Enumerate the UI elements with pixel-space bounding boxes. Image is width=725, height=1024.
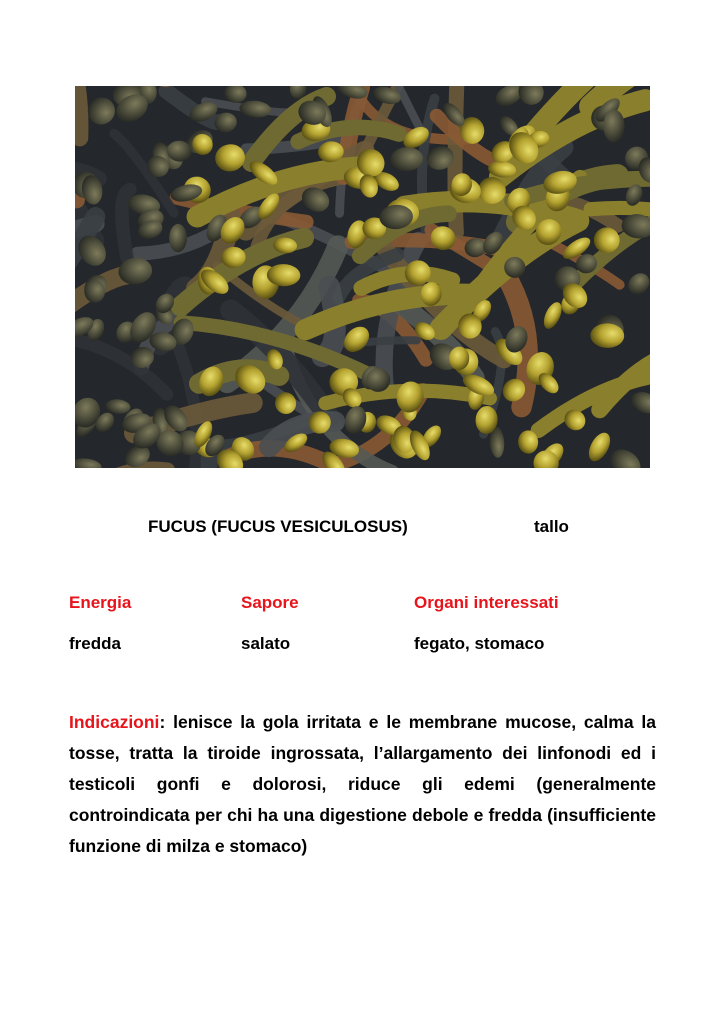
properties-header-row (0, 593, 725, 615)
indications-paragraph: Indicazioni: lenisce la gola irritata e le membrane mucose, calma la tosse, tratta la tiroide ingrossata, l’allargamento dei linfonodi ed i testicoli gonfi e dolorosi, riduce gli edemi (generalmente controindicata per chi ha una digestione debole e fredda (insufficiente funzione di milza e stomaco) (69, 712, 656, 856)
plant-part: tallo (534, 517, 569, 536)
properties-value-row (0, 634, 725, 656)
plant-name: FUCUS (FUCUS VESICULOSUS) (148, 517, 408, 536)
fucus-photo (75, 86, 650, 468)
title-row (0, 517, 725, 539)
value-energia: fredda (69, 634, 121, 653)
value-organi: fegato, stomaco (414, 634, 545, 653)
indications-text: lenisce la gola irritata e le membrane mucose, calma la tosse, tratta la tiroide ingrossata, l’allargamento dei linfonodi ed i testicoli gonfi e dolorosi, riduce gli edemi (generalmente controindicata per chi ha una digestione debole e fredda (insufficiente funzione di milza e stomaco) (69, 712, 656, 856)
indications-label: Indicazioni (69, 712, 160, 732)
header-energia: Energia (69, 593, 132, 612)
seaweed-image (75, 86, 650, 468)
header-sapore: Sapore (241, 593, 299, 612)
value-sapore: salato (241, 634, 291, 653)
header-organi: Organi interessati (414, 593, 559, 612)
